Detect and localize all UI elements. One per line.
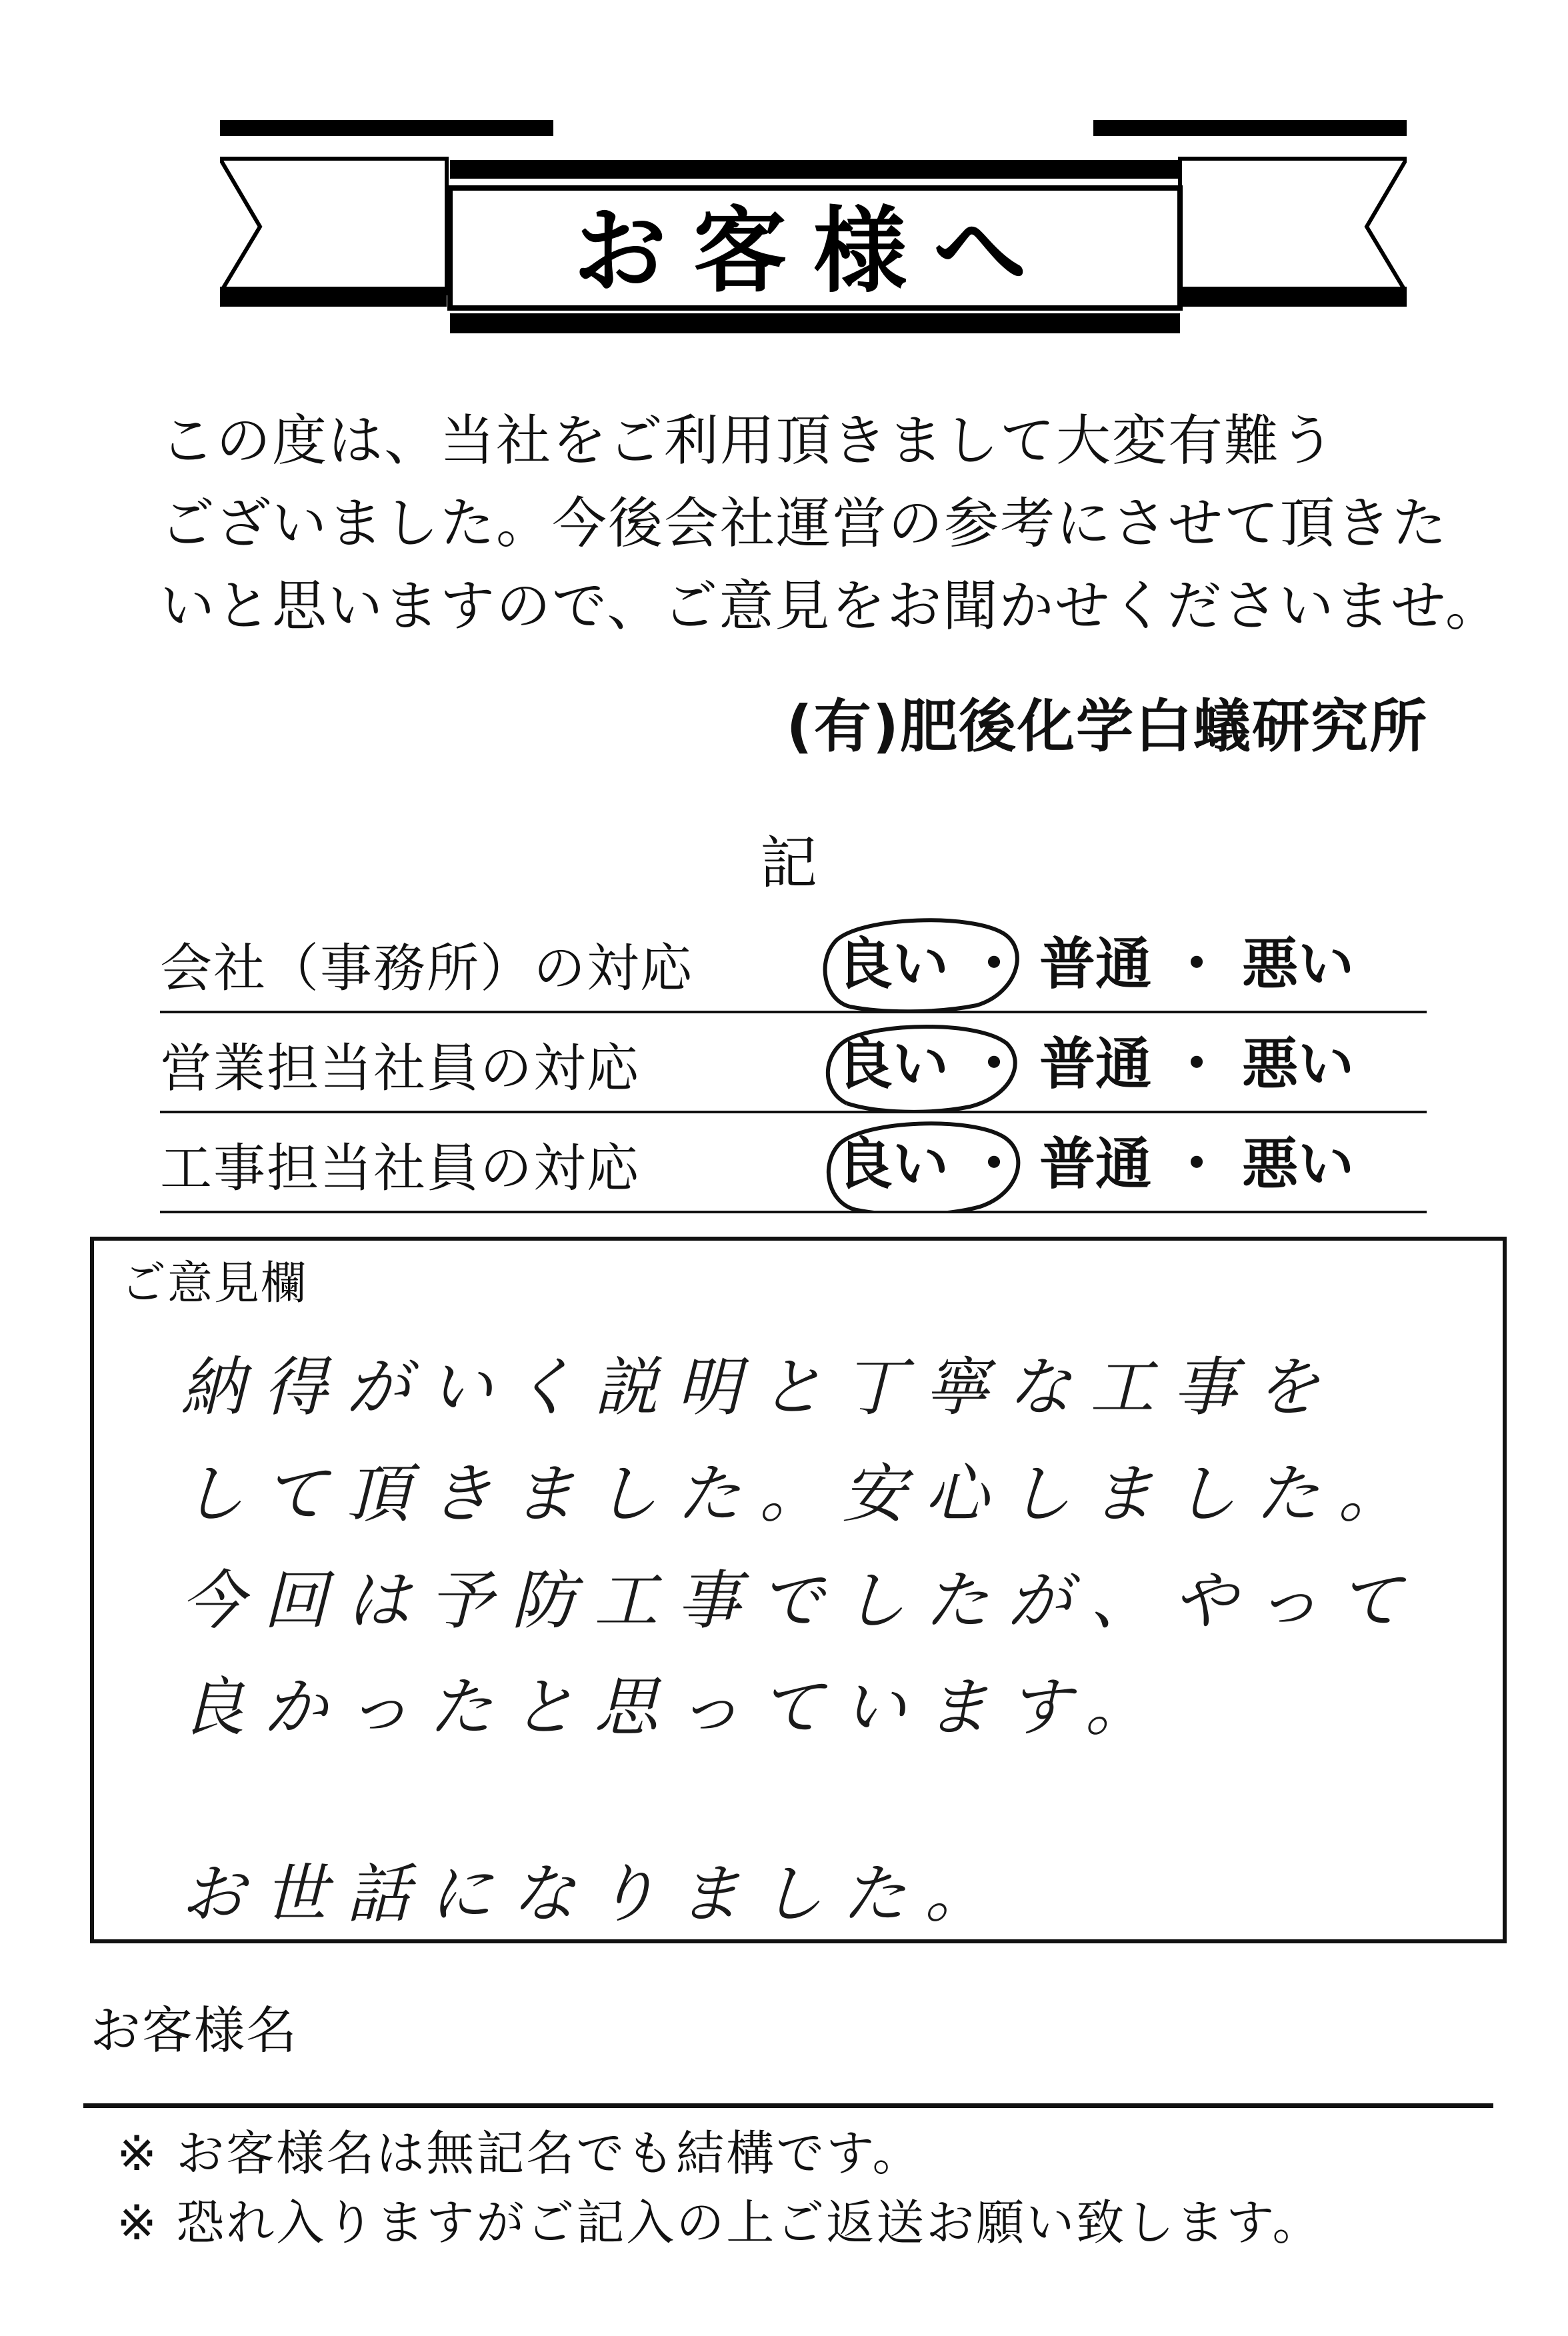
option-good[interactable]: 良い bbox=[837, 1131, 949, 1197]
page-title: お客様へ bbox=[573, 196, 1053, 306]
intro-line: ございました。今後会社運営の参考にさせて頂きた bbox=[160, 492, 1449, 555]
option-separator: ・ bbox=[966, 1131, 1023, 1197]
option-separator: ・ bbox=[1169, 1131, 1225, 1197]
comment-spacer bbox=[181, 1761, 1481, 1841]
option-bad[interactable]: 悪い bbox=[1242, 1131, 1355, 1197]
option-normal[interactable]: 普通 bbox=[1039, 931, 1152, 997]
customer-name-label: お客様名 bbox=[90, 2001, 298, 2060]
rating-row-construction-staff bbox=[160, 1113, 1427, 1213]
comment-line: 良かったと思っています。 bbox=[181, 1670, 1168, 1745]
option-separator: ・ bbox=[966, 931, 1023, 997]
row-divider bbox=[160, 1211, 1427, 1213]
intro-line: この度は、当社をご利用頂きまして大変有難う bbox=[160, 409, 1337, 473]
rating-row-sales-staff bbox=[160, 1013, 1427, 1113]
customer-name-field[interactable] bbox=[83, 2103, 1493, 2108]
comment-line: して頂きました。安心しました。 bbox=[181, 1457, 1421, 1531]
option-separator: ・ bbox=[966, 1031, 1023, 1097]
footnote: ※ 恐れ入りますがご記入の上ご返送お願い致します。 bbox=[117, 2195, 1323, 2251]
option-good[interactable]: 良い bbox=[837, 1031, 949, 1097]
comment-label: ご意見欄 bbox=[121, 1257, 308, 1310]
option-normal[interactable]: 普通 bbox=[1039, 1031, 1152, 1097]
company-name: (有)肥後化学白蟻研究所 bbox=[786, 693, 1428, 760]
comment-line: お世話になりました。 bbox=[181, 1857, 1007, 1931]
option-good[interactable]: 良い bbox=[837, 931, 949, 997]
footnotes bbox=[117, 2119, 1322, 2257]
intro-paragraph bbox=[160, 400, 1501, 648]
rating-label: 営業担当社員の対応 bbox=[160, 1039, 641, 1099]
option-separator: ・ bbox=[1169, 1031, 1225, 1097]
option-separator: ・ bbox=[1169, 931, 1225, 997]
comment-line: 納得がいく説明と丁寧な工事を bbox=[181, 1350, 1338, 1425]
rating-row-office bbox=[160, 913, 1427, 1013]
rating-options bbox=[837, 1119, 1354, 1200]
footnote: ※ お客様名は無記名でも結構です。 bbox=[117, 2125, 923, 2181]
rating-options bbox=[837, 919, 1354, 1000]
intro-line: いと思いますので、ご意見をお聞かせくださいませ。 bbox=[160, 575, 1501, 638]
title-banner bbox=[220, 113, 1407, 353]
option-bad[interactable]: 悪い bbox=[1242, 1031, 1355, 1097]
option-bad[interactable]: 悪い bbox=[1242, 931, 1355, 997]
handwritten-comment bbox=[181, 1334, 1481, 1947]
rating-label: 工事担当社員の対応 bbox=[160, 1139, 641, 1199]
rating-options bbox=[837, 1019, 1354, 1100]
ki-heading: 記 bbox=[760, 830, 817, 897]
option-normal[interactable]: 普通 bbox=[1039, 1131, 1152, 1197]
rating-label: 会社（事務所）の対応 bbox=[160, 939, 694, 999]
comment-line: 今回は予防工事でしたが、やって bbox=[181, 1563, 1421, 1638]
comment-box[interactable] bbox=[90, 1237, 1507, 1943]
